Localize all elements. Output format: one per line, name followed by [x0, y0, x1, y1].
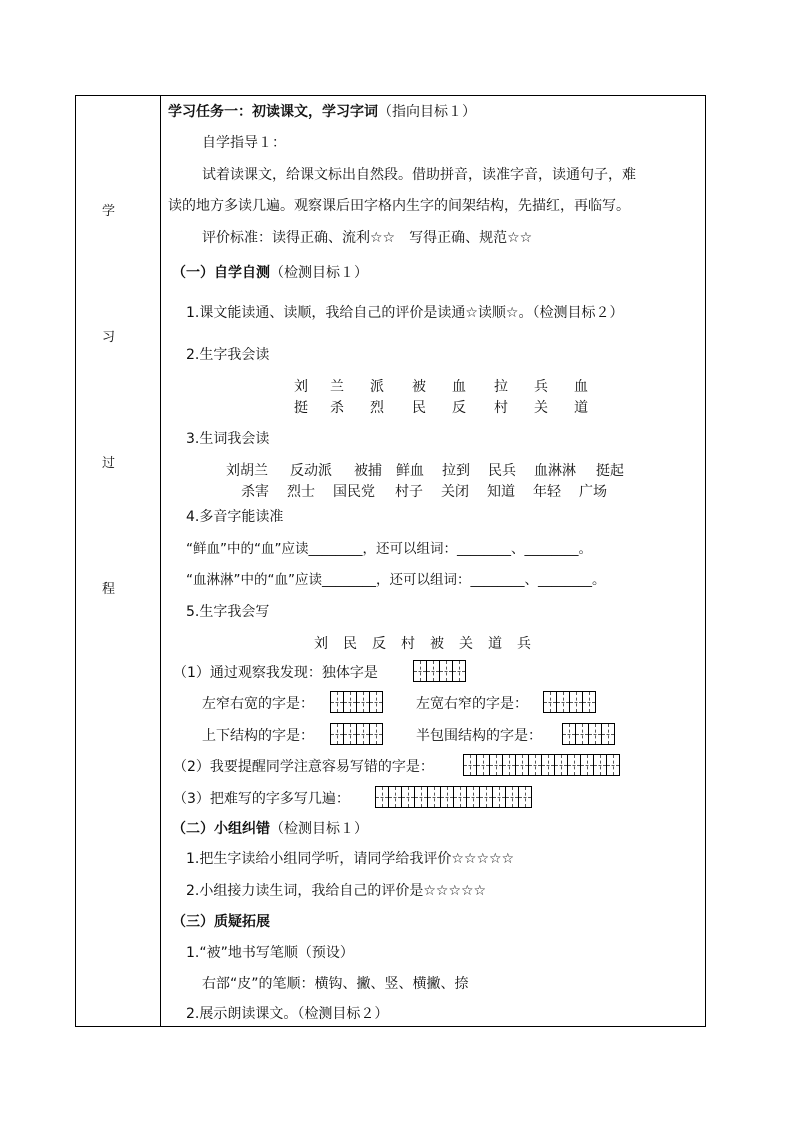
writing-cell[interactable]: [489, 754, 503, 776]
writing-cell[interactable]: [414, 786, 428, 808]
writing-cell[interactable]: [427, 786, 441, 808]
section-2-item-2: 2.小组接力读生词，我给自己的评价是☆☆☆☆☆: [186, 883, 487, 899]
char: 兵: [534, 379, 548, 395]
writing-cell[interactable]: [515, 754, 529, 776]
section-3-item-1-detail: 右部“皮”的笔顺：横钩、撇、竖、横撇、捺: [202, 976, 469, 992]
writing-cell[interactable]: [343, 723, 357, 745]
observation-1: （1）通过观察我发现：独体字是: [173, 665, 378, 681]
writing-cell[interactable]: [369, 723, 383, 745]
guide-line-1: 试着读课文，给课文标出自然段。借助拼音，读准字音，读通句子，难: [202, 167, 636, 183]
writing-cell[interactable]: [401, 786, 415, 808]
word: 村子: [395, 484, 423, 500]
char: 关: [534, 400, 548, 416]
obs-left-narrow-label: 左窄右宽的字是：: [202, 696, 314, 712]
word: 血淋淋: [534, 463, 576, 479]
section-2-goal: （检测目标１）: [270, 821, 368, 837]
char: 血: [574, 379, 588, 395]
side-label-char: 学: [102, 204, 116, 219]
writing-grid-top-bottom[interactable]: [330, 723, 383, 745]
word: 拉到: [442, 463, 470, 479]
task-goal: （指向目标１）: [378, 104, 476, 120]
writing-cell[interactable]: [562, 723, 576, 745]
char: 村: [401, 636, 415, 652]
writing-cell[interactable]: [330, 723, 344, 745]
char: 挺: [294, 400, 308, 416]
writing-cell[interactable]: [554, 754, 568, 776]
writing-cell[interactable]: [453, 786, 467, 808]
column-divider: [160, 95, 161, 1027]
char: 被: [412, 379, 426, 395]
writing-cell[interactable]: [505, 786, 519, 808]
writing-cell[interactable]: [541, 754, 555, 776]
obs-top-bottom-label: 上下结构的字是：: [202, 728, 314, 744]
word: 鲜血: [396, 463, 424, 479]
writing-cell[interactable]: [580, 754, 594, 776]
char: 反: [452, 400, 466, 416]
section-2-heading: [172, 820, 368, 838]
char: 道: [488, 636, 502, 652]
task-title: 学习任务一：初读课文，学习字词: [168, 104, 378, 120]
section-2-item-1: 1.把生字读给小组同学听，请同学给我评价☆☆☆☆☆: [186, 851, 515, 867]
writing-cell[interactable]: [528, 754, 542, 776]
writing-grid-left-narrow[interactable]: [330, 691, 383, 713]
word: 国民党: [333, 484, 375, 500]
word: 知道: [487, 484, 515, 500]
writing-grid-independent[interactable]: [413, 660, 466, 682]
writing-cell[interactable]: [575, 723, 589, 745]
char: 被: [430, 636, 444, 652]
word: 挺起: [596, 463, 624, 479]
writing-cell[interactable]: [463, 754, 477, 776]
polyphone-line-2: “血淋淋”中的“血”应读________，还可以组词：________、________。: [186, 572, 606, 588]
writing-cell[interactable]: [452, 660, 466, 682]
writing-cell[interactable]: [426, 660, 440, 682]
writing-cell[interactable]: [518, 786, 532, 808]
section-3-title: （三）质疑拓展: [172, 914, 270, 930]
item-5: 5.生字我会写: [186, 604, 270, 620]
writing-cell[interactable]: [479, 786, 493, 808]
writing-grid-left-wide[interactable]: [543, 691, 596, 713]
chars-row-2: [294, 397, 588, 417]
char: 民: [412, 400, 426, 416]
char: 血: [452, 379, 466, 395]
criteria: 评价标准：读得正确、流利☆☆ 写得正确、规范☆☆: [202, 230, 533, 246]
char: 刘: [294, 379, 308, 395]
writing-cell[interactable]: [466, 786, 480, 808]
char: 烈: [370, 400, 384, 416]
writing-cell[interactable]: [330, 691, 344, 713]
char: 派: [370, 379, 384, 395]
writing-cell[interactable]: [439, 660, 453, 682]
writing-cell[interactable]: [601, 723, 615, 745]
writing-cell[interactable]: [343, 691, 357, 713]
observation-2: （2）我要提醒同学注意容易写错的字是：: [173, 759, 434, 775]
word: 杀害: [241, 484, 269, 500]
section-3-item-2: 2.展示朗读课文。（检测目标２）: [186, 1006, 389, 1022]
char: 刘: [314, 636, 328, 652]
writing-cell[interactable]: [356, 723, 370, 745]
writing-grid-mistakes[interactable]: [463, 754, 620, 776]
char: 关: [459, 636, 473, 652]
task-heading: [168, 103, 476, 121]
chars-row-1: [294, 376, 588, 396]
writing-cell[interactable]: [593, 754, 607, 776]
char: 兰: [330, 379, 344, 395]
item-3: 3.生词我会读: [186, 431, 270, 447]
writing-cell[interactable]: [388, 786, 402, 808]
writing-cell[interactable]: [588, 723, 602, 745]
writing-cell[interactable]: [413, 660, 427, 682]
char: 杀: [330, 400, 344, 416]
word: 关闭: [441, 484, 469, 500]
item-2: 2.生字我会读: [186, 347, 270, 363]
section-1-goal: （检测目标１）: [270, 265, 368, 281]
word: 广场: [579, 484, 607, 500]
polyphone-line-1: “鲜血”中的“血”应读________，还可以组词：________、________。: [186, 541, 592, 557]
writing-cell[interactable]: [375, 786, 389, 808]
word: 年轻: [533, 484, 561, 500]
writing-grid-half-surround[interactable]: [562, 723, 615, 745]
section-1-title: （一）自学自测: [172, 265, 270, 281]
writing-cell[interactable]: [369, 691, 383, 713]
obs-left-wide-label: 左宽右窄的字是：: [416, 696, 528, 712]
char: 反: [372, 636, 386, 652]
observation-3: （3）把难写的字多写几遍：: [173, 791, 350, 807]
writing-cell[interactable]: [492, 786, 506, 808]
writing-cell[interactable]: [569, 691, 583, 713]
words-row-1: [226, 460, 624, 480]
writing-cell[interactable]: [582, 691, 596, 713]
section-1-heading: [172, 264, 368, 282]
obs-half-surround-label: 半包围结构的字是：: [416, 728, 542, 744]
writing-cell[interactable]: [502, 754, 516, 776]
guide-title: 自学指导１：: [202, 135, 286, 151]
guide-line-2: 读的地方多读几遍。观察课后田字格内生字的间架结构，先描红，再临写。: [168, 198, 630, 214]
writing-cell[interactable]: [567, 754, 581, 776]
char: 道: [574, 400, 588, 416]
char: 拉: [494, 379, 508, 395]
side-label-char: 程: [102, 582, 116, 597]
writing-cell[interactable]: [476, 754, 490, 776]
word: 民兵: [488, 463, 516, 479]
char: 兵: [517, 636, 531, 652]
writing-cell[interactable]: [440, 786, 454, 808]
writing-cell[interactable]: [543, 691, 557, 713]
char: 村: [494, 400, 508, 416]
words-row-2: [241, 481, 607, 501]
item-4: 4.多音字能读准: [186, 509, 284, 525]
side-label-char: 习: [102, 330, 116, 345]
writing-cell[interactable]: [556, 691, 570, 713]
word: 刘胡兰: [226, 463, 268, 479]
word: 反动派: [290, 463, 332, 479]
word: 被捕: [354, 463, 382, 479]
writing-cell[interactable]: [606, 754, 620, 776]
section-3-item-1: 1.“被”地书写笔顺（预设）: [186, 945, 354, 961]
write-chars-row: [314, 633, 531, 653]
char: 民: [343, 636, 357, 652]
writing-grid-practice[interactable]: [375, 786, 532, 808]
word: 烈士: [287, 484, 315, 500]
item-1: 1.课文能读通、读顺，我给自己的评价是读通☆读顺☆。（检测目标２）: [186, 305, 624, 321]
writing-cell[interactable]: [356, 691, 370, 713]
section-2-title: （二）小组纠错: [172, 821, 270, 837]
side-label-char: 过: [102, 456, 116, 471]
